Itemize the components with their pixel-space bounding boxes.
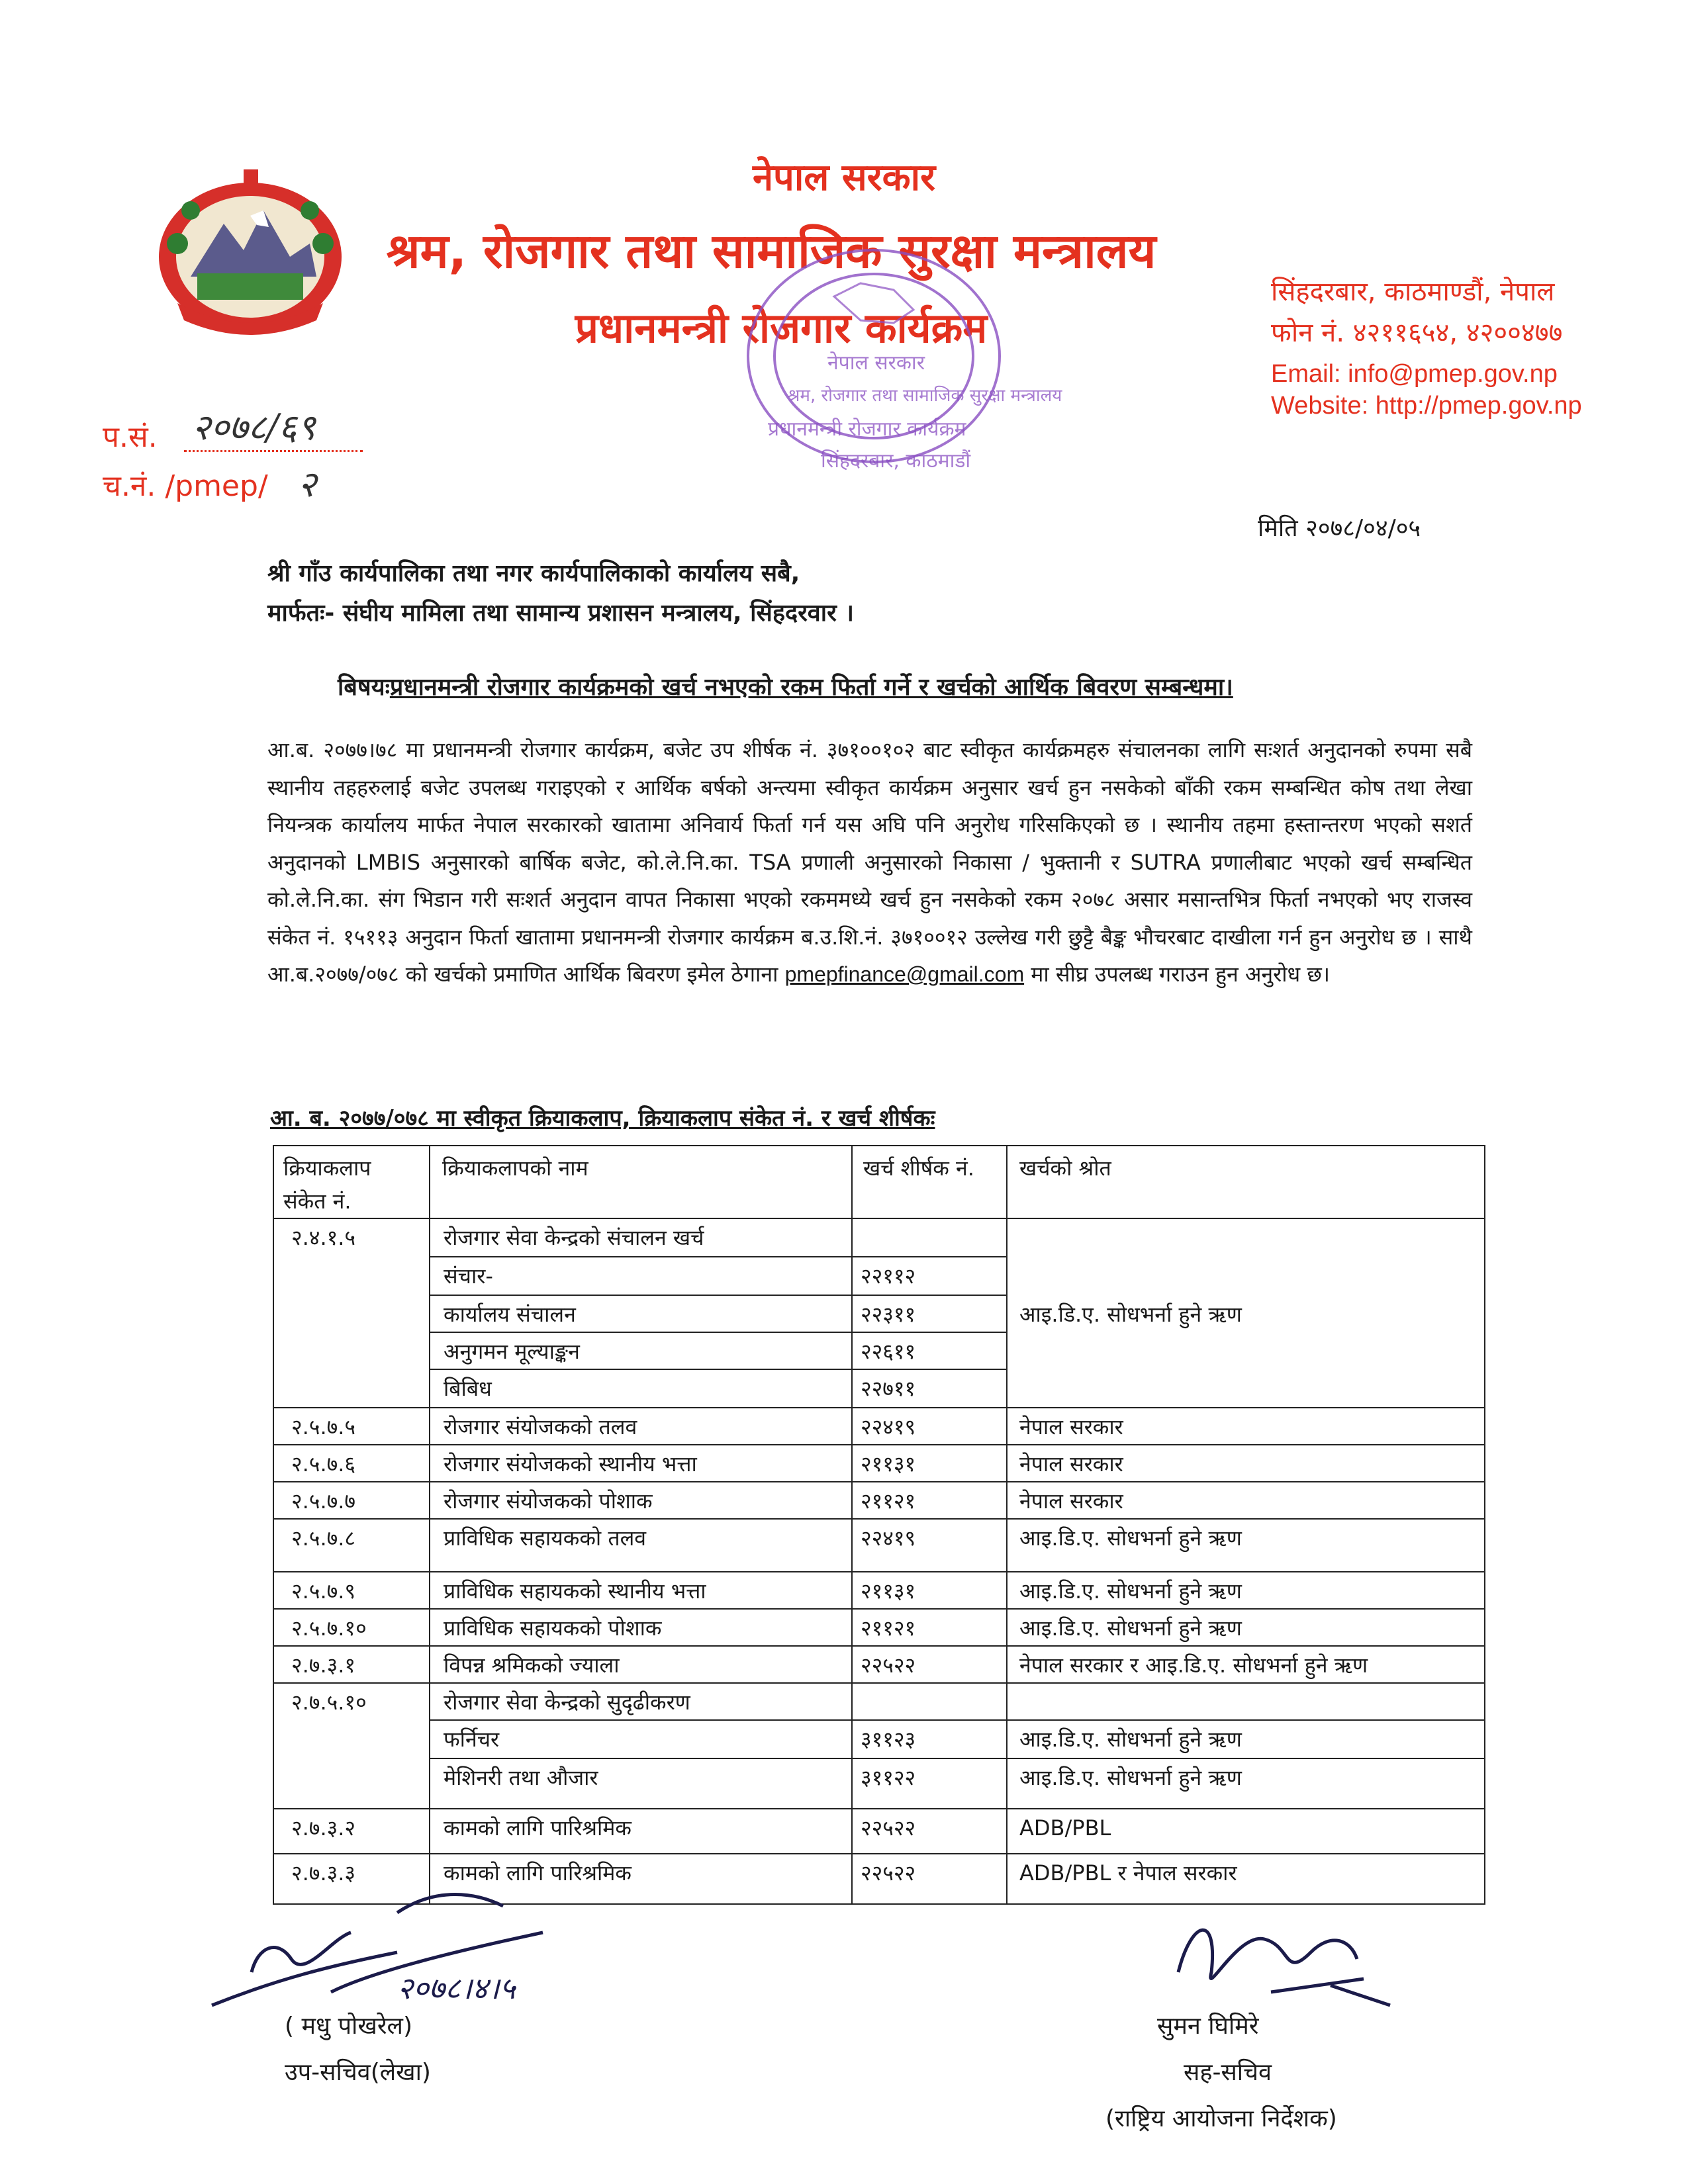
row-activity-name: अनुगमन मूल्याङ्कन bbox=[444, 1339, 580, 1364]
row-code: २.५.७.९ bbox=[291, 1578, 356, 1604]
row-source: नेपाल सरकार र आइ.डि.ए. सोधभर्ना हुने ऋण bbox=[1019, 1653, 1368, 1678]
row-code: २.७.३.३ bbox=[291, 1860, 356, 1886]
row-activity-name: प्राविधिक सहायकको पोशाक bbox=[444, 1615, 662, 1641]
row-source: आइ.डि.ए. सोधभर्ना हुने ऋण bbox=[1019, 1578, 1242, 1604]
row-source: आइ.डि.ए. सोधभर्ना हुने ऋण bbox=[1019, 1525, 1242, 1551]
row-activity-name: कामको लागि पारिश्रमिक bbox=[444, 1815, 632, 1841]
row-source: आइ.डि.ए. सोधभर्ना हुने ऋण bbox=[1019, 1302, 1242, 1327]
body-tail: मा सीघ्र उपलब्ध गराउन हुन अनुरोध छ। bbox=[1024, 962, 1330, 987]
body-paragraph bbox=[267, 731, 1472, 993]
cn-label: च.नं. /pmep/ bbox=[103, 469, 268, 503]
office-website[interactable]: Website: http://pmep.gov.np bbox=[1271, 392, 1582, 420]
table-title: आ. ब. २०७७/०७८ मा स्वीकृत क्रियाकलाप, क्रियाकलाप संकेत नं. र खर्च शीर्षकः bbox=[270, 1105, 935, 1132]
stamp-line2: श्रम, रोजगार तथा सामाजिक सुरक्षा मन्त्रालय bbox=[788, 386, 1062, 406]
office-stamp bbox=[728, 257, 1062, 482]
stamp-line4: सिंहदरबार, काठमाडौं bbox=[821, 449, 971, 473]
row-expense-head: २२४१९ bbox=[861, 1414, 916, 1439]
row-expense-head: ३११२२ bbox=[861, 1765, 916, 1790]
row-source: नेपाल सरकार bbox=[1019, 1488, 1123, 1514]
row-activity-name: मेशिनरी तथा औजार bbox=[444, 1765, 598, 1790]
row-source: आइ.डि.ए. सोधभर्ना हुने ऋण bbox=[1019, 1615, 1242, 1641]
right-signature bbox=[1165, 1893, 1403, 2012]
row-expense-head: २११२१ bbox=[861, 1488, 916, 1514]
row-expense-head: २११२१ bbox=[861, 1615, 916, 1641]
government-title: नेपाल सरकार bbox=[752, 156, 936, 199]
right-signatory-name: सुमन घिमिरे bbox=[1157, 2013, 1259, 2040]
row-expense-head: ३११२३ bbox=[861, 1727, 916, 1752]
ps-value: २०७८/६९ bbox=[192, 406, 316, 448]
body-text: आ.ब. २०७७।७८ मा प्रधानमन्त्री रोजगार कार्यक्रम, बजेट उप शीर्षक नं. ३७१००१०२ बाट स्वीकृत कार्यक्रमहरु संचालनका लागि सःशर्त अनुदानको रुपमा सबै स्थानीय तहहरुलाई बजेट उपलब्ध गराइएको र आर्थिक बर्षको अन्त्यमा स्वीकृत कार्यक्रम अनुसार खर्च हुन नसकेको बाँकी रकम सम्बन्धित कोष तथा लेखा नियन्त्रक कार्यालय मार्फत नेपाल सरकारको खातामा अनिवार्य फिर्ता गर्न यस अघि पनि अनुरोध गरिसकिएको छ । स्थानीय तहमा हस्तान्तरण भएको सशर्त अनुदानको LMBIS अनुसारको बार्षिक बजेट, को.ले.नि.का. TSA प्रणाली अनुसारको निकासा / भुक्तानी र SUTRA प्रणालीबाट भएको खर्च सम्बन्धित को.ले.नि.का. संग भिडान गरी सःशर्त अनुदान वापत निकासा भएको रकममध्ये खर्च हुन नसकेको रकम २०७८ असार मसान्तभित्र फिर्ता नभएको भए राजस्व संकेत नं. १५११३ अनुदान फिर्ता खातामा प्रधानमन्त्री रोजगार कार्यक्रम ब.उ.शि.नं. ३७१००१२ उल्लेख गरी छुट्टै बैङ्क भौचरबाट दाखीला गर्न हुन अनुरोध छ । साथै आ.ब.२०७७/०७८ को खर्चको प्रमाणित आर्थिक बिवरण इमेल ठेगाना bbox=[267, 737, 1472, 987]
row-activity-name: रोजगार सेवा केन्द्रको संचालन खर्च bbox=[444, 1225, 704, 1250]
row-activity-name: रोजगार संयोजकको स्थानीय भत्ता bbox=[444, 1451, 697, 1477]
row-expense-head: २२५२२ bbox=[861, 1860, 916, 1886]
subject-text: प्रधानमन्त्री रोजगार कार्यक्रमको खर्च नभएको रकम फिर्ता गर्ने र खर्चको आर्थिक बिवरण सम्बन्धमा। bbox=[389, 674, 1233, 701]
row-source: ADB/PBL bbox=[1019, 1815, 1111, 1841]
row-activity-name: कार्यालय संचालन bbox=[444, 1302, 576, 1327]
right-signatory-role: (राष्ट्रिय आयोजना निर्देशक) bbox=[1105, 2105, 1337, 2132]
office-phone: फोन नं. ४२११६५४, ४२००४७७ bbox=[1271, 318, 1563, 348]
row-activity-name: फर्निचर bbox=[444, 1727, 500, 1752]
row-activity-name: प्राविधिक सहायकको तलव bbox=[444, 1525, 647, 1551]
row-code: २.७.५.१० bbox=[291, 1690, 367, 1715]
row-expense-head: २२६११ bbox=[861, 1339, 916, 1364]
row-activity-name: विपन्न श्रमिकको ज्याला bbox=[444, 1653, 620, 1678]
row-expense-head: २२५२२ bbox=[861, 1653, 916, 1678]
recipient-line2: मार्फतः- संघीय मामिला तथा सामान्य प्रशासन मन्त्रालय, सिंहदरवार । bbox=[267, 600, 855, 627]
row-code: २.४.१.५ bbox=[291, 1225, 356, 1250]
row-expense-head: २११३१ bbox=[861, 1578, 916, 1604]
left-signature bbox=[199, 1873, 622, 2025]
subject-line bbox=[338, 670, 1233, 702]
row-source: नेपाल सरकार bbox=[1019, 1414, 1123, 1439]
row-source: ADB/PBL र नेपाल सरकार bbox=[1019, 1860, 1237, 1886]
left-signature-date: २०७८।४।५ bbox=[397, 1970, 516, 2006]
row-activity-name: बिबिध bbox=[444, 1376, 492, 1401]
ps-label: प.सं. bbox=[103, 420, 158, 454]
recipient-line1: श्री गाँउ कार्यपालिका तथा नगर कार्यपालिकाको कार्यालय सबै, bbox=[267, 560, 800, 587]
row-source: आइ.डि.ए. सोधभर्ना हुने ऋण bbox=[1019, 1765, 1242, 1790]
left-signatory-title: उप-सचिव(लेखा) bbox=[285, 2059, 431, 2086]
row-expense-head: २२७११ bbox=[861, 1376, 916, 1401]
row-code: २.७.३.१ bbox=[291, 1653, 356, 1678]
ministry-title: श्रम, रोजगार तथा सामाजिक सुरक्षा मन्त्रालय bbox=[386, 223, 1156, 279]
row-activity-name: कामको लागि पारिश्रमिक bbox=[444, 1860, 632, 1886]
row-code: २.५.७.६ bbox=[291, 1451, 356, 1477]
row-source: आइ.डि.ए. सोधभर्ना हुने ऋण bbox=[1019, 1727, 1242, 1752]
ps-dotted-line bbox=[184, 450, 363, 452]
row-source: नेपाल सरकार bbox=[1019, 1451, 1123, 1477]
row-activity-name: रोजगार संयोजकको पोशाक bbox=[444, 1488, 653, 1514]
row-code: २.५.७.७ bbox=[291, 1488, 356, 1514]
cn-value: २ bbox=[298, 463, 317, 505]
stamp-line1: नेपाल सरकार bbox=[827, 351, 925, 375]
office-address: सिंहदरबार, काठमाण्डौं, नेपाल bbox=[1271, 277, 1555, 307]
program-title: प्रधानमन्त्री रोजगार कार्यक्रम bbox=[575, 304, 988, 352]
row-activity-name: रोजगार संयोजकको तलव bbox=[444, 1414, 637, 1439]
office-email[interactable]: Email: info@pmep.gov.np bbox=[1271, 360, 1558, 388]
header-source: खर्चको श्रोत bbox=[1019, 1156, 1111, 1181]
finance-email-link[interactable]: pmepfinance@gmail.com bbox=[784, 962, 1025, 986]
row-code: २.७.३.२ bbox=[291, 1815, 356, 1841]
header-code-line1: क्रियाकलाप bbox=[283, 1156, 371, 1181]
row-expense-head: २११३१ bbox=[861, 1451, 916, 1477]
header-code-line2: संकेत नं. bbox=[283, 1189, 352, 1214]
row-activity-name: संचार- bbox=[444, 1263, 493, 1289]
row-expense-head: २२५२२ bbox=[861, 1815, 916, 1841]
row-expense-head: २२३११ bbox=[861, 1302, 916, 1327]
stamp-line3: प्रधानमन्त्री रोजगार कार्यक्रम bbox=[768, 418, 966, 441]
row-activity-name: प्राविधिक सहायकको स्थानीय भत्ता bbox=[444, 1578, 706, 1604]
left-signatory-name: ( मधु पोखरेल) bbox=[285, 2013, 412, 2040]
letter-date: मिति २०७८/०४/०५ bbox=[1258, 515, 1421, 542]
subject-label: बिषयः bbox=[338, 674, 390, 701]
row-expense-head: २२११२ bbox=[861, 1263, 916, 1289]
row-code: २.५.७.१० bbox=[291, 1615, 367, 1641]
header-head: खर्च शीर्षक नं. bbox=[863, 1156, 974, 1181]
header-name: क्रियाकलापको नाम bbox=[442, 1156, 588, 1181]
row-activity-name: रोजगार सेवा केन्द्रको सुदृढीकरण bbox=[444, 1690, 690, 1715]
row-expense-head: २२४१९ bbox=[861, 1525, 916, 1551]
row-code: २.५.७.५ bbox=[291, 1414, 356, 1439]
row-code: २.५.७.८ bbox=[291, 1525, 356, 1551]
right-signatory-title: सह-सचिव bbox=[1184, 2059, 1272, 2086]
